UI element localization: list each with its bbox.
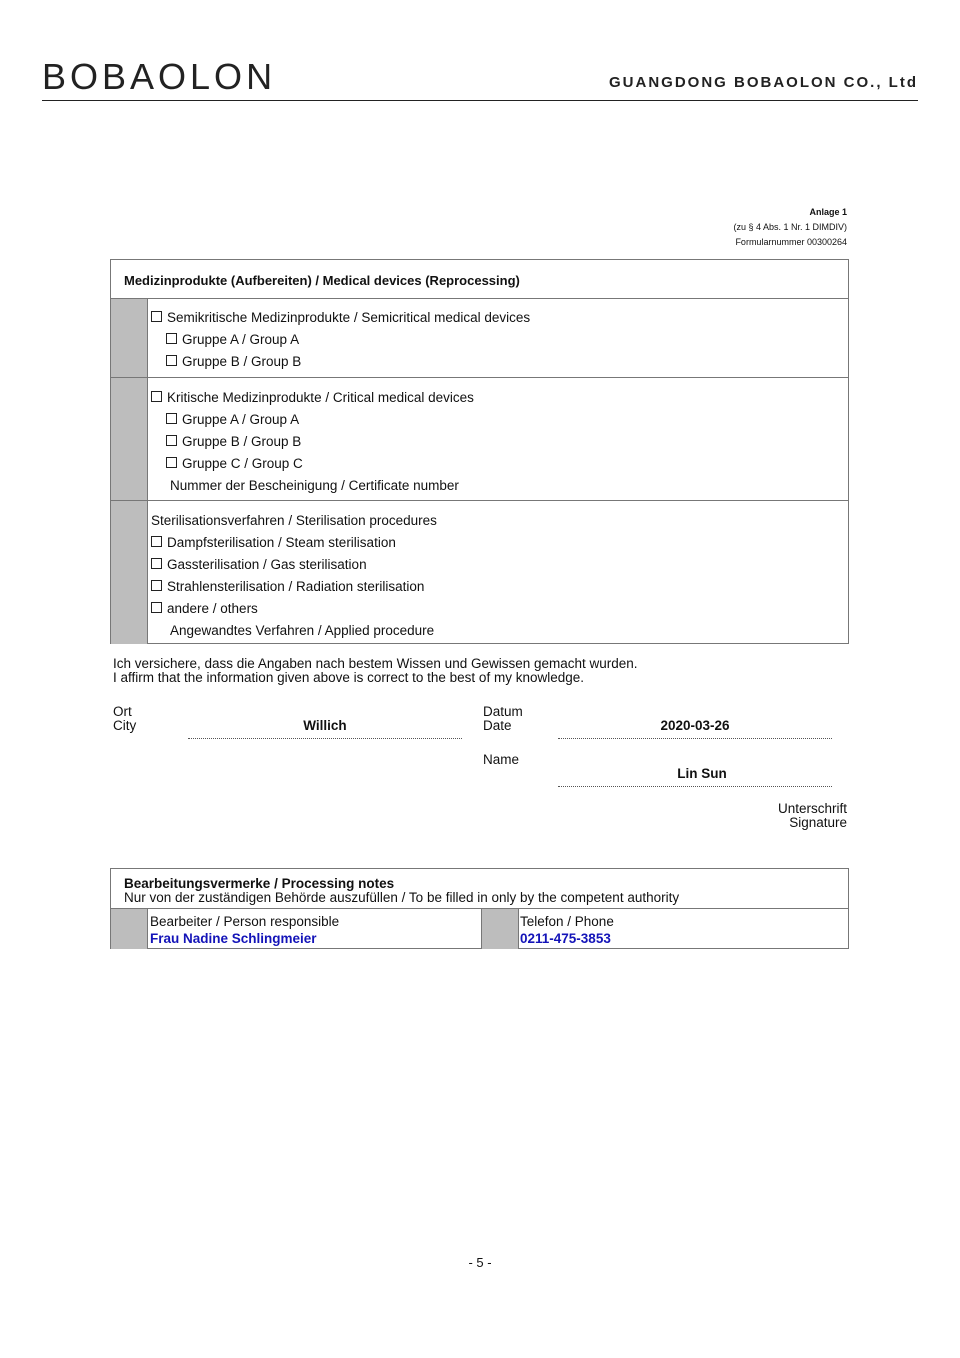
page-number: - 5 - — [468, 1255, 492, 1270]
processing-notes-title: Bearbeitungsvermerke / Processing notes — [124, 876, 395, 891]
option-label: Dampfsterilisation / Steam sterilisation — [167, 535, 396, 550]
medical-devices-form — [110, 259, 849, 644]
date-label — [483, 705, 523, 733]
signature-label-en: Signature — [789, 815, 847, 830]
option-label: Gruppe B / Group B — [182, 434, 302, 449]
option-label: andere / others — [167, 601, 258, 616]
date-value[interactable]: 2020-03-26 — [660, 718, 730, 733]
semicritical-section — [111, 298, 848, 377]
date-label-en: Date — [483, 718, 512, 733]
gas-sterilisation-row[interactable] — [151, 557, 367, 572]
annex-reference — [733, 205, 847, 250]
semicritical-checkbox-row[interactable] — [151, 310, 530, 325]
checkbox-icon[interactable] — [151, 580, 162, 591]
person-responsible-label: Bearbeiter / Person responsible — [150, 914, 340, 929]
processing-notes-row — [111, 908, 848, 949]
city-label — [113, 705, 136, 733]
annex-form-number: Formularnummer 00300264 — [735, 237, 847, 247]
name-value[interactable]: Lin Sun — [677, 766, 727, 781]
date-field-line — [558, 738, 832, 739]
affirmation-de: Ich versichere, dass die Angaben nach bestem Wissen und Gewissen gemacht wurden. — [113, 656, 638, 671]
critical-label: Kritische Medizinprodukte / Critical medical devices — [167, 390, 474, 405]
applied-procedure-label: Angewandtes Verfahren / Applied procedure — [170, 623, 435, 638]
company-name: GUANGDONG BOBAOLON CO., Ltd — [609, 74, 918, 91]
checkbox-icon[interactable] — [166, 355, 177, 366]
city-label-en: City — [113, 718, 137, 733]
semicritical-label: Semikritische Medizinprodukte / Semicritical medical devices — [167, 310, 531, 325]
name-label: Name — [483, 752, 520, 767]
annex-law-reference: (zu § 4 Abs. 1 Nr. 1 DIMDIV) — [733, 222, 847, 232]
person-responsible-value[interactable]: Frau Nadine Schlingmeier — [150, 931, 317, 946]
critical-checkbox-row[interactable] — [151, 390, 474, 405]
option-label: Gruppe A / Group A — [182, 412, 300, 427]
option-label: Gruppe C / Group C — [182, 456, 303, 471]
radiation-sterilisation-row[interactable] — [151, 579, 424, 594]
certificate-number-label: Nummer der Bescheinigung / Certificate number — [170, 478, 459, 493]
option-label: Gruppe B / Group B — [182, 354, 302, 369]
header-divider — [42, 100, 918, 101]
checkbox-icon[interactable] — [151, 536, 162, 547]
checkbox-icon[interactable] — [166, 413, 177, 424]
company-logo: BOBAOLON — [42, 56, 277, 97]
form-title: Medizinprodukte (Aufbereiten) / Medical devices (Reprocessing) — [124, 273, 520, 288]
checkbox-icon[interactable] — [166, 435, 177, 446]
checkbox-icon[interactable] — [151, 311, 162, 322]
name-field-line — [558, 786, 832, 787]
processing-notes-header — [124, 877, 679, 905]
section-marker — [111, 378, 148, 500]
section-marker — [111, 299, 148, 377]
critical-group-b-row[interactable] — [166, 434, 301, 449]
cell-marker — [111, 909, 148, 949]
checkbox-icon[interactable] — [151, 602, 162, 613]
city-field-line — [188, 738, 462, 739]
critical-group-a-row[interactable] — [166, 412, 299, 427]
signature-label — [778, 802, 847, 830]
sterilisation-label: Sterilisationsverfahren / Sterilisation procedures — [151, 513, 437, 528]
affirmation-text — [113, 657, 638, 685]
checkbox-icon[interactable] — [151, 391, 162, 402]
phone-value[interactable]: 0211-475-3853 — [520, 931, 611, 946]
phone-label: Telefon / Phone — [520, 914, 614, 929]
city-value[interactable]: Willich — [303, 718, 347, 733]
city-label-de: Ort — [113, 704, 132, 719]
annex-title: Anlage 1 — [809, 207, 847, 217]
checkbox-icon[interactable] — [166, 457, 177, 468]
processing-notes-subtitle: Nur von der zuständigen Behörde auszufüllen / To be filled in only by the competent authority — [124, 890, 680, 905]
other-sterilisation-row[interactable] — [151, 601, 258, 616]
section-marker — [111, 501, 148, 644]
option-label: Strahlensterilisation / Radiation sterilisation — [167, 579, 425, 594]
date-label-de: Datum — [483, 704, 523, 719]
checkbox-icon[interactable] — [151, 558, 162, 569]
sterilisation-section — [111, 500, 848, 644]
cell-marker — [481, 909, 519, 949]
critical-group-c-row[interactable] — [166, 456, 303, 471]
option-label: Gruppe A / Group A — [182, 332, 300, 347]
steam-sterilisation-row[interactable] — [151, 535, 396, 550]
semicritical-group-b-row[interactable] — [166, 354, 301, 369]
checkbox-icon[interactable] — [166, 333, 177, 344]
semicritical-group-a-row[interactable] — [166, 332, 299, 347]
option-label: Gassterilisation / Gas sterilisation — [167, 557, 367, 572]
processing-notes-box — [110, 868, 849, 949]
signature-label-de: Unterschrift — [777, 801, 847, 816]
affirmation-en: I affirm that the information given above is correct to the best of my knowledge. — [113, 670, 584, 685]
critical-section — [111, 377, 848, 500]
